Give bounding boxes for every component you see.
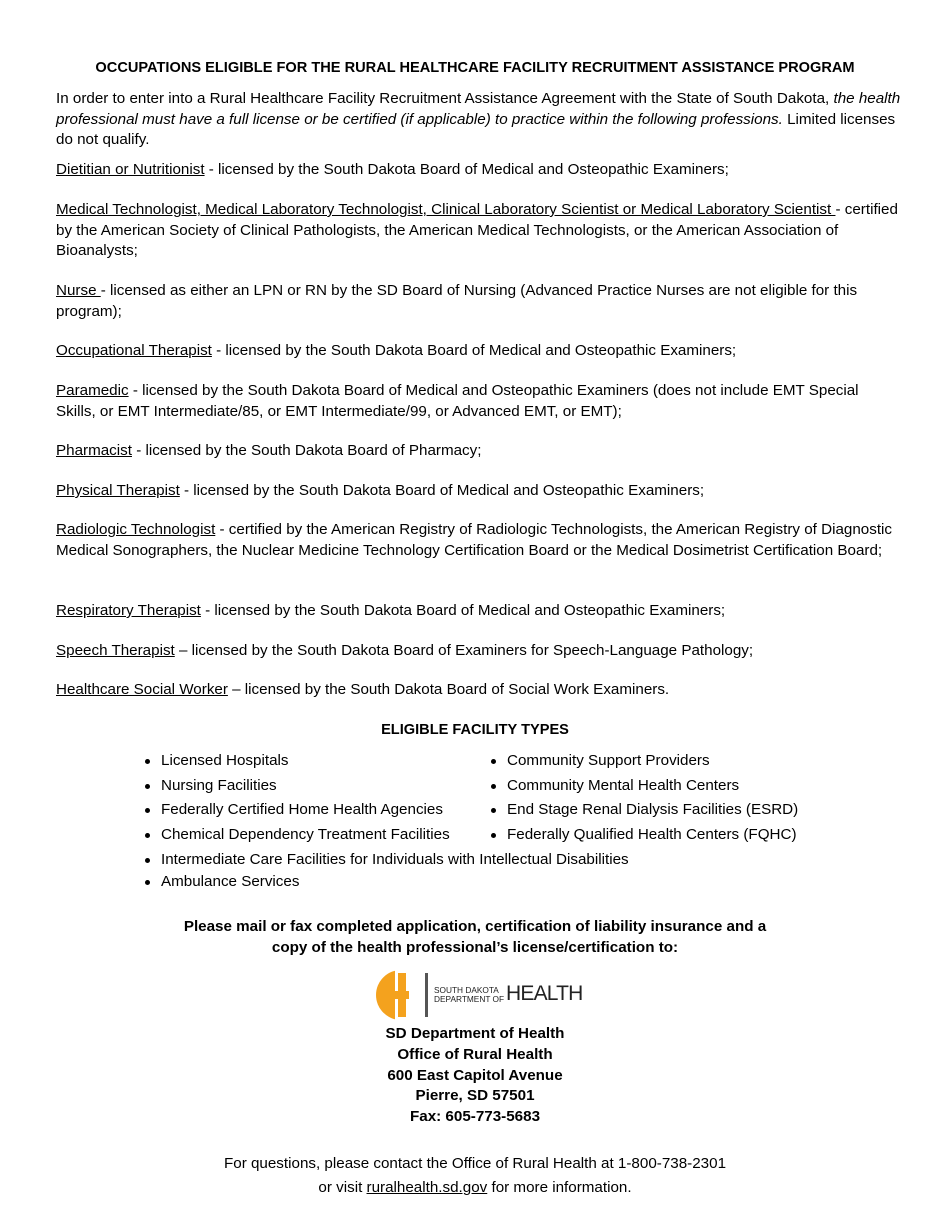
facility-item: Licensed Hospitals: [161, 751, 288, 772]
occupation-desc: - licensed by the South Dakota Board of Medical and Osteopathic Examiners;: [211, 342, 737, 359]
intro-lead: In order to enter into a Rural Healthcare Facility Recruitment Assistance Agreement with the State of South Dakota,: [56, 90, 834, 107]
mail-instructions-line2: copy of the health professional’s license/certification to:: [271, 938, 679, 956]
occupation-desc: - licensed by the South Dakota Board of Pharmacy;: [131, 442, 482, 459]
intro-tail: Limited licenses do not qualify.: [56, 110, 896, 148]
occupation-name: Medical Technologist, Medical Laboratory Technologist, Clinical Laboratory Scientist or Medical Laboratory Scientist: [56, 201, 836, 218]
occupation-dietitian: [56, 160, 901, 181]
logo-text-line1: SOUTH DAKOTA: [434, 985, 499, 995]
address-fax: Fax: 605-773-5683: [409, 1108, 541, 1126]
page-title: OCCUPATIONS ELIGIBLE FOR THE RURAL HEALTHCARE FACILITY RECRUITMENT ASSISTANCE PROGRAM: [95, 60, 855, 76]
occupation-name: Occupational Therapist: [56, 342, 212, 359]
occupation-desc: - certified by the American Society of Clinical Pathologists, the American Medical Technologists, or the American Association of Bioanalysts;: [56, 201, 898, 259]
occupation-desc: - licensed by the South Dakota Board of Medical and Osteopathic Examiners;: [204, 161, 729, 178]
occupation-nurse: [56, 281, 901, 322]
occupation-social-worker: [56, 680, 901, 701]
facility-item: End Stage Renal Dialysis Facilities (ESRD): [507, 800, 798, 821]
occupation-desc: – licensed by the South Dakota Board of Examiners for Speech-Language Pathology;: [174, 642, 754, 659]
occupation-name: Physical Therapist: [56, 482, 180, 499]
footer-contact: [0, 1152, 950, 1200]
occupation-occupational-therapist: [56, 341, 901, 362]
occupation-name: Nurse: [56, 282, 101, 299]
occupation-desc: - licensed by the South Dakota Board of Medical and Osteopathic Examiners;: [179, 482, 705, 499]
occupation-name: Respiratory Therapist: [56, 602, 201, 619]
address-city: Pierre, SD 57501: [415, 1087, 535, 1105]
occupation-physical-therapist: [56, 481, 901, 502]
occupation-desc: - certified by the American Registry of Radiologic Technologists, the American Registry of Diagnostic Medical Sonographers, the Nuclear Medicine Technology Certification Board or the Medical Dosimetrist Certification Board;: [56, 521, 893, 559]
facility-item: Federally Certified Home Health Agencies: [161, 800, 443, 821]
address-office: Office of Rural Health: [397, 1045, 553, 1063]
facility-types-heading: ELIGIBLE FACILITY TYPES: [381, 722, 569, 738]
occupation-name: Dietitian or Nutritionist: [56, 161, 205, 178]
ruralhealth-website-link[interactable]: ruralhealth.sd.gov: [366, 1179, 488, 1196]
mail-instructions-line1: Please mail or fax completed application, certification of liability insurance and a: [183, 918, 767, 935]
occupation-desc: - licensed as either an LPN or RN by the SD Board of Nursing (Advanced Practice Nurses are not eligible for this program);: [56, 282, 858, 320]
occupation-name: Radiologic Technologist: [56, 521, 216, 538]
facility-item: Ambulance Services: [161, 872, 299, 893]
occupation-desc: – licensed by the South Dakota Board of Social Work Examiners.: [227, 681, 670, 698]
facility-item: Federally Qualified Health Centers (FQHC): [507, 825, 797, 846]
occupation-name: Speech Therapist: [56, 642, 175, 659]
occupation-name: Paramedic: [56, 382, 129, 399]
occupation-paramedic: [56, 381, 901, 422]
footer-pre: or visit: [318, 1179, 367, 1196]
sd-department-of-health-logo: [373, 969, 583, 1021]
intro-emphasis: the health professional must have a full license or be certified (if applicable) to practice within the following professions.: [56, 90, 901, 128]
occupation-speech-therapist: [56, 641, 901, 662]
occupation-desc: - licensed by the South Dakota Board of Medical and Osteopathic Examiners (does not include EMT Special Skills, or EMT Intermediate/85, or EMT Intermediate/99, or Advanced EMT, or EMT);: [56, 382, 859, 420]
logo-text-line2: DEPARTMENT OF: [434, 994, 505, 1004]
facility-item: Community Mental Health Centers: [507, 776, 739, 797]
intro-paragraph: [56, 89, 901, 151]
health-h-emblem-icon: [373, 969, 433, 1021]
occupation-name: Healthcare Social Worker: [56, 681, 228, 698]
footer-line2: [0, 1176, 950, 1200]
mailing-address: [0, 1024, 950, 1128]
occupation-pharmacist: [56, 441, 901, 462]
facility-item: Chemical Dependency Treatment Facilities: [161, 825, 450, 846]
logo-text-health: HEALTH: [506, 982, 583, 1005]
facility-item: Intermediate Care Facilities for Individuals with Intellectual Disabilities: [161, 850, 629, 871]
occupation-name: Pharmacist: [56, 442, 132, 459]
address-org: SD Department of Health: [385, 1025, 565, 1042]
facility-item: Community Support Providers: [507, 751, 710, 772]
occupation-desc: - licensed by the South Dakota Board of Medical and Osteopathic Examiners;: [200, 602, 726, 619]
occupation-respiratory-therapist: [56, 601, 901, 622]
occupation-radiologic-technologist: [56, 520, 901, 561]
facility-item: Nursing Facilities: [161, 776, 277, 797]
footer-line1: For questions, please contact the Office of Rural Health at 1-800-738-2301: [223, 1155, 727, 1172]
footer-post: for more information.: [487, 1179, 632, 1196]
address-street: 600 East Capitol Avenue: [387, 1066, 563, 1084]
occupation-medical-technologist: [56, 200, 901, 262]
mail-instructions: [0, 917, 950, 958]
